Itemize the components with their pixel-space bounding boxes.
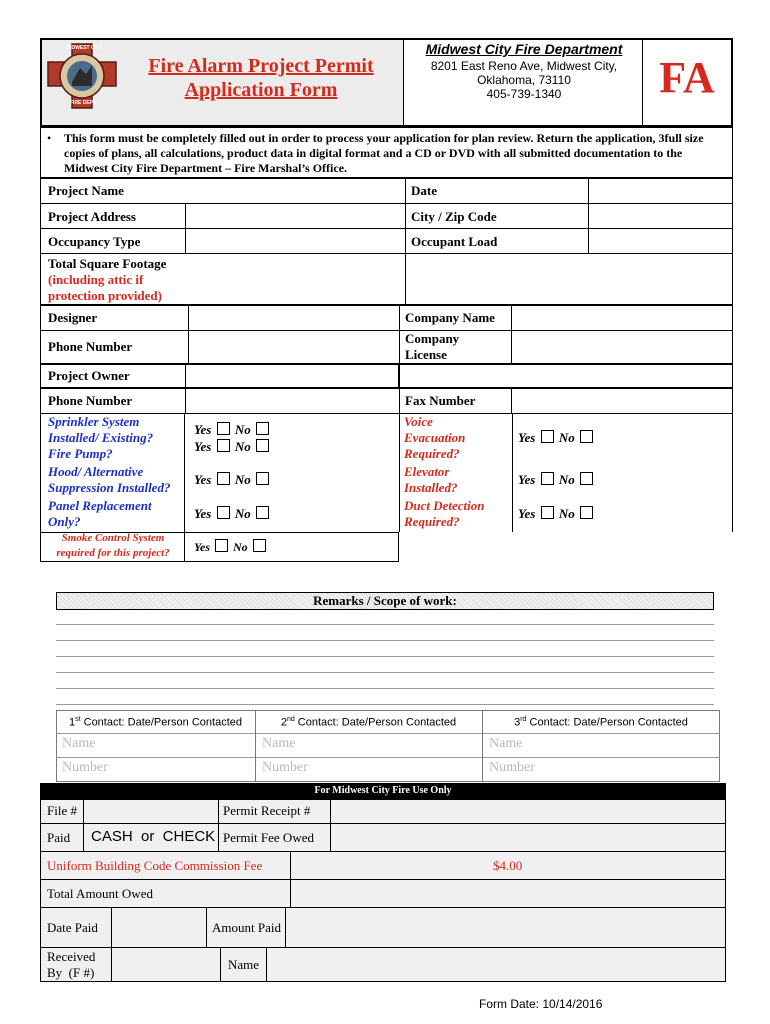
date-label: Date (411, 183, 437, 198)
hood-question (48, 464, 170, 496)
voice-options (518, 430, 595, 446)
contact2-header (255, 716, 482, 729)
hood-no-label: No (234, 472, 251, 487)
voice-question-line3: Required? (404, 446, 460, 461)
city-zip-field[interactable] (589, 204, 732, 228)
hood-question-line1: Hood/ Alternative (48, 464, 144, 479)
occupancy-type-label: Occupancy Type (48, 234, 141, 249)
department-info (406, 40, 642, 101)
panel-no-label: No (234, 506, 251, 521)
office-use-header (40, 783, 726, 799)
occupant-load-field[interactable] (589, 229, 732, 253)
fax-number-field[interactable] (512, 389, 732, 413)
fax-number-label: Fax Number (405, 393, 476, 408)
contact1-header (56, 716, 255, 729)
sprinkler-question-line2: Installed/ Existing? (48, 430, 154, 445)
form-code: FA (659, 53, 715, 102)
elevator-question (404, 464, 457, 496)
duct-yes-label: Yes (518, 506, 536, 521)
hood-no-checkbox[interactable] (256, 472, 269, 485)
department-address-line1: 8201 East Reno Ave, Midwest City, (430, 59, 618, 73)
contact1-number-field[interactable]: Number (62, 760, 108, 775)
occupancy-type-field[interactable] (186, 229, 404, 253)
project-name-field[interactable] (186, 179, 404, 203)
panel-no-checkbox[interactable] (256, 506, 269, 519)
hood-options (194, 472, 271, 488)
paid-label: Paid (47, 830, 71, 845)
date-paid-field[interactable] (112, 908, 205, 947)
sprinkler-no-checkbox[interactable] (256, 422, 269, 435)
permit-receipt-label: Permit Receipt # (223, 803, 311, 818)
voice-question-line1: Voice (404, 414, 433, 429)
voice-no-checkbox[interactable] (580, 430, 593, 443)
company-license-label (405, 331, 459, 363)
file-number-field[interactable] (84, 800, 217, 823)
elevator-options (518, 472, 595, 488)
date-field[interactable] (589, 179, 732, 203)
designer-field[interactable] (189, 306, 398, 330)
hood-yes-checkbox[interactable] (217, 472, 230, 485)
voice-no-label: No (558, 430, 575, 445)
name-label: Name (228, 957, 260, 972)
form-title (130, 54, 392, 102)
project-address-label: Project Address (48, 209, 136, 224)
logo-text-bottom: FIRE DEPT (70, 100, 97, 106)
form-title-line1: Fire Alarm Project Permit (148, 55, 374, 77)
project-owner-field[interactable] (186, 365, 398, 388)
company-name-field[interactable] (512, 306, 732, 330)
voice-yes-checkbox[interactable] (541, 430, 554, 443)
total-owed-field[interactable] (291, 880, 725, 907)
duct-question (404, 498, 485, 530)
panel-question (48, 498, 152, 530)
panel-yes-checkbox[interactable] (217, 506, 230, 519)
cash-or-check-option[interactable]: CASH or CHECK (91, 828, 216, 845)
department-name: Midwest City Fire Department (425, 41, 623, 57)
duct-options (518, 506, 595, 522)
contact1-suffix: st (75, 716, 81, 723)
owner-phone-label: Phone Number (48, 393, 133, 408)
elevator-yes-label: Yes (518, 472, 536, 487)
date-paid-label: Date Paid (47, 920, 98, 935)
company-license-field[interactable] (512, 331, 732, 363)
contact3-number-field[interactable]: Number (489, 760, 535, 775)
company-name-label: Company Name (405, 310, 495, 325)
permit-receipt-field[interactable] (331, 800, 725, 823)
contact3-label: Contact: Date/Person Contacted (526, 716, 688, 729)
contact2-number-field[interactable]: Number (262, 760, 308, 775)
logo-text-top: MIDWEST CITY (66, 45, 103, 51)
smoke-question (42, 531, 184, 561)
panel-options (194, 506, 271, 522)
owner-phone-field[interactable] (186, 389, 398, 413)
project-owner-label: Project Owner (48, 368, 130, 383)
permit-fee-label: Permit Fee Owed (223, 830, 314, 845)
instructions-bullet: • (47, 131, 52, 145)
voice-yes-label: Yes (518, 430, 536, 445)
contact3-number: 3 (514, 716, 521, 729)
fire-pump-yes-checkbox[interactable] (217, 439, 230, 452)
contact3-suffix: rd (520, 716, 527, 723)
designer-phone-label: Phone Number (48, 339, 133, 354)
duct-yes-checkbox[interactable] (541, 506, 554, 519)
project-name-label: Project Name (48, 183, 124, 198)
received-by-line2: By (F #) (47, 965, 95, 980)
attic-note-line2: protection provided) (48, 288, 162, 303)
contact1-number: 1 (68, 716, 76, 729)
occupant-load-label: Occupant Load (411, 234, 498, 249)
contact3-header (482, 716, 720, 729)
department-phone: 405-739-1340 (486, 87, 562, 101)
smoke-yes-label: Yes (194, 540, 210, 554)
remarks-header (56, 592, 714, 610)
duct-no-label: No (558, 506, 575, 521)
contact2-name-field[interactable]: Name (262, 736, 296, 751)
elevator-no-label: No (558, 472, 575, 487)
permit-fee-field[interactable] (331, 824, 725, 851)
company-license-line2: License (405, 347, 447, 362)
sprinkler-yes-checkbox[interactable] (217, 422, 230, 435)
hood-question-line2: Suppression Installed? (48, 480, 171, 495)
department-address-line2: Oklahoma, 73110 (477, 73, 571, 87)
received-by-line1: Received (47, 949, 96, 964)
total-owed-label: Total Amount Owed (47, 886, 153, 901)
contact2-number: 2 (280, 716, 287, 729)
sprinkler-question (48, 414, 153, 462)
duct-no-checkbox[interactable] (580, 506, 593, 519)
fire-pump-yes-label: Yes (194, 439, 212, 454)
office-use-title: For Midwest City Fire Use Only (314, 785, 452, 796)
panel-yes-label: Yes (194, 506, 212, 521)
received-by-field[interactable] (112, 948, 219, 981)
elevator-yes-checkbox[interactable] (541, 472, 554, 485)
panel-question-line2: Only? (48, 514, 81, 529)
remarks-lines[interactable] (56, 612, 714, 708)
contact2-suffix: nd (286, 716, 295, 723)
attic-note-line1: (including attic if (48, 272, 144, 287)
contact1-label: Contact: Date/Person Contacted (80, 716, 242, 729)
smoke-no-checkbox[interactable] (253, 539, 266, 552)
smoke-yes-checkbox[interactable] (215, 539, 228, 552)
city-zip-label: City / Zip Code (411, 209, 497, 224)
amount-paid-field[interactable] (286, 908, 725, 947)
designer-phone-field[interactable] (189, 331, 398, 363)
designer-label: Designer (48, 310, 98, 325)
amount-paid-label: Amount Paid (212, 920, 281, 935)
sprinkler-no-label: No (234, 422, 251, 437)
form-date: Form Date: 10/14/2016 (479, 997, 603, 1011)
contact3-name-field[interactable]: Name (489, 736, 523, 751)
project-address-field[interactable] (186, 204, 404, 228)
smoke-question-line1: Smoke Control System (61, 532, 165, 544)
contact2-label: Contact: Date/Person Contacted (294, 716, 457, 729)
panel-question-line1: Panel Replacement (48, 498, 152, 513)
voice-question (404, 414, 465, 462)
voice-question-line2: Evacuation (404, 430, 466, 445)
elevator-question-line1: Elevator (404, 464, 450, 479)
square-footage-label-group (48, 256, 166, 304)
elevator-question-line2: Installed? (404, 480, 458, 495)
elevator-no-checkbox[interactable] (580, 472, 593, 485)
company-license-line1: Company (405, 331, 460, 346)
name-field[interactable] (267, 948, 725, 981)
duct-question-line1: Duct Detection (404, 498, 485, 513)
ubcc-fee-amount: $4.00 (493, 858, 523, 873)
file-number-label: File # (47, 803, 77, 818)
remarks-title: Remarks / Scope of work: (313, 593, 457, 608)
form-title-line2: Application Form (184, 79, 338, 101)
sprinkler-yes-label: Yes (194, 422, 212, 437)
ubcc-fee-label: Uniform Building Code Commission Fee (47, 858, 263, 873)
square-footage-label: Total Square Footage (48, 256, 167, 271)
smoke-no-label: No (233, 540, 248, 554)
contact1-name-field[interactable]: Name (62, 736, 96, 751)
fire-pump-no-label: No (234, 439, 251, 454)
sprinkler-question-line1: Sprinkler System (48, 414, 140, 429)
department-logo (46, 42, 118, 110)
fire-pump-no-checkbox[interactable] (256, 439, 269, 452)
received-by-label (47, 949, 95, 981)
smoke-question-line2: required for this project? (56, 547, 170, 559)
square-footage-field[interactable] (406, 254, 732, 304)
hood-yes-label: Yes (194, 472, 212, 487)
fire-pump-question: Fire Pump? (48, 446, 113, 461)
instructions-text: This form must be completely filled out in order to process your application for plan review. Return the application, 3full size copies of plans, all calculations, product data in digital format and a CD or DVD with all submitted documentation to the Midwest City Fire Department – Fire Marshal’s Office. (64, 131, 704, 175)
duct-question-line2: Required? (404, 514, 460, 529)
sprinkler-options (194, 421, 271, 455)
smoke-options (194, 539, 268, 555)
